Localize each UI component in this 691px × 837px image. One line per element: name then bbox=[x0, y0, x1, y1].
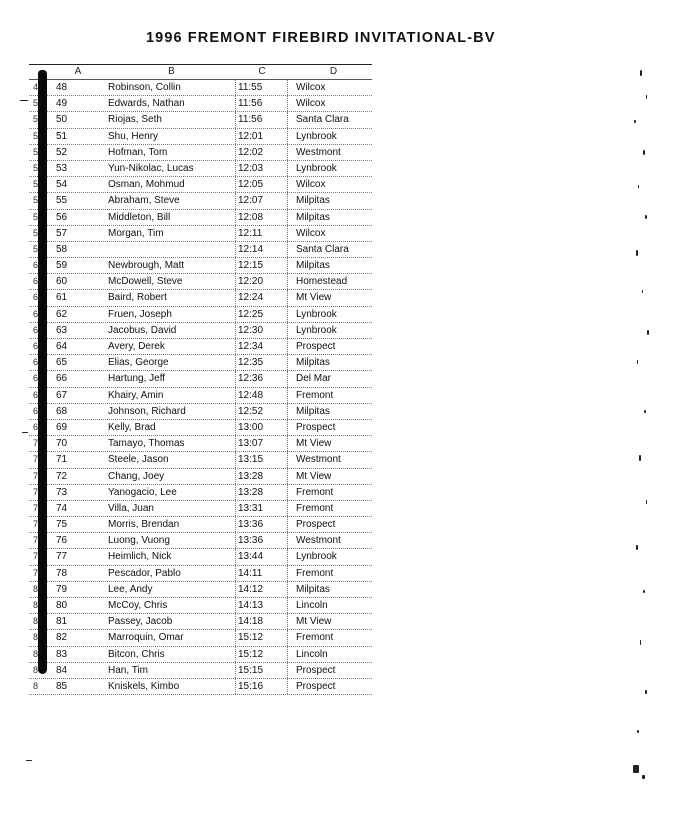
table-row bbox=[29, 679, 372, 695]
scan-speck bbox=[633, 765, 639, 773]
time-cell: 11:55 bbox=[235, 80, 287, 95]
column-header-d: D bbox=[329, 66, 338, 77]
table-row bbox=[29, 80, 372, 96]
table-row bbox=[29, 177, 372, 193]
school-cell: Westmont bbox=[287, 533, 372, 548]
school-cell: Mt View bbox=[287, 614, 372, 629]
scan-speck bbox=[642, 775, 645, 779]
row-number: 5 bbox=[33, 130, 39, 141]
time-cell: 11:56 bbox=[235, 112, 287, 127]
place-cell: 49 bbox=[56, 98, 68, 110]
row-number: 8 bbox=[33, 648, 39, 659]
school-cell: Wilcox bbox=[287, 177, 372, 192]
row-number: 7 bbox=[33, 438, 39, 449]
table-row bbox=[29, 242, 372, 258]
place-cell: 73 bbox=[56, 486, 68, 498]
time-cell: 12:08 bbox=[235, 210, 287, 225]
time-cell: 13:28 bbox=[235, 469, 287, 484]
row-number: 8 bbox=[33, 632, 39, 643]
name-cell: Khairy, Amin bbox=[108, 389, 164, 401]
scan-speck bbox=[645, 215, 647, 219]
school-cell: Lincoln bbox=[287, 647, 372, 662]
time-cell: 13:36 bbox=[235, 517, 287, 532]
row-number: 8 bbox=[33, 616, 39, 627]
table-row bbox=[29, 226, 372, 242]
row-number: 7 bbox=[33, 454, 39, 465]
name-cell: Riojas, Seth bbox=[108, 114, 162, 126]
table-row bbox=[29, 274, 372, 290]
name-cell: Fruen, Joseph bbox=[108, 308, 172, 320]
name-cell: McCoy, Chris bbox=[108, 600, 168, 611]
name-cell: Kniskels, Kimbo bbox=[108, 680, 180, 692]
place-cell: 82 bbox=[56, 632, 68, 644]
table-row bbox=[29, 307, 372, 323]
row-number: 5 bbox=[33, 179, 39, 190]
place-cell: 79 bbox=[56, 583, 68, 595]
name-cell: Yun-Nikolac, Lucas bbox=[108, 162, 194, 174]
name-cell: Hartung, Jeff bbox=[108, 373, 166, 385]
time-cell: 12:24 bbox=[235, 290, 287, 305]
school-cell: Milpitas bbox=[287, 210, 372, 225]
name-cell: Steele, Jason bbox=[108, 454, 169, 466]
scan-speck bbox=[22, 432, 28, 433]
scan-speck bbox=[26, 760, 32, 761]
school-cell: Mt View bbox=[287, 469, 372, 484]
place-cell: 52 bbox=[56, 146, 68, 158]
time-cell: 12:15 bbox=[235, 258, 287, 273]
school-cell: Lynbrook bbox=[287, 129, 372, 144]
time-cell: 12:05 bbox=[235, 177, 287, 192]
name-cell: Middleton, Bill bbox=[108, 211, 171, 223]
time-cell: 12:20 bbox=[235, 274, 287, 289]
place-cell: 62 bbox=[56, 308, 68, 320]
school-cell: Lynbrook bbox=[287, 549, 372, 564]
scan-speck bbox=[640, 70, 642, 76]
name-cell: Heimlich, Nick bbox=[108, 551, 172, 563]
school-cell: Fremont bbox=[287, 388, 372, 403]
school-cell: Prospect bbox=[287, 663, 372, 678]
time-cell: 12:14 bbox=[235, 242, 287, 257]
name-cell: Johnson, Richard bbox=[108, 405, 186, 417]
column-header-b: B bbox=[168, 66, 175, 77]
time-cell: 12:25 bbox=[235, 307, 287, 322]
scan-speck bbox=[640, 640, 641, 645]
scan-speck bbox=[634, 120, 636, 123]
time-cell: 12:48 bbox=[235, 388, 287, 403]
name-cell: Luong, Vuong bbox=[108, 535, 170, 547]
place-cell: 67 bbox=[56, 389, 68, 401]
school-cell: Lynbrook bbox=[287, 307, 372, 322]
school-cell: Del Mar bbox=[287, 371, 372, 386]
table-row bbox=[29, 420, 372, 436]
row-number: 5 bbox=[33, 146, 39, 157]
table-row bbox=[29, 258, 372, 274]
table-row bbox=[29, 485, 372, 501]
place-cell: 83 bbox=[56, 648, 68, 660]
name-cell: Lee, Andy bbox=[108, 583, 153, 595]
table-row bbox=[29, 339, 372, 355]
row-number: 6 bbox=[33, 276, 39, 287]
scan-speck bbox=[643, 150, 645, 155]
row-number: 6 bbox=[33, 405, 39, 416]
name-cell bbox=[100, 242, 235, 257]
scan-speck bbox=[636, 545, 638, 550]
name-cell: Han, Tim bbox=[108, 664, 149, 676]
scan-speck bbox=[646, 500, 647, 504]
scan-speck bbox=[642, 290, 643, 293]
place-cell: 60 bbox=[56, 276, 68, 288]
table-row bbox=[29, 290, 372, 306]
name-cell: Pescador, Pablo bbox=[108, 567, 181, 579]
name-cell: Tamayo, Thomas bbox=[108, 438, 185, 450]
time-cell: 12:35 bbox=[235, 355, 287, 370]
scan-speck bbox=[638, 185, 639, 188]
time-cell: 13:36 bbox=[235, 533, 287, 548]
time-cell: 13:44 bbox=[235, 549, 287, 564]
time-cell: 15:16 bbox=[235, 679, 287, 694]
school-cell: Wilcox bbox=[287, 80, 372, 95]
name-cell: Elias, George bbox=[108, 357, 169, 369]
table-row bbox=[29, 549, 372, 565]
place-cell: 57 bbox=[56, 227, 68, 239]
place-cell: 78 bbox=[56, 567, 68, 579]
name-cell: Edwards, Nathan bbox=[108, 98, 185, 110]
row-number: 6 bbox=[33, 260, 39, 271]
row-number: 4 bbox=[33, 82, 39, 92]
school-cell: Westmont bbox=[287, 145, 372, 160]
school-cell: Fremont bbox=[287, 630, 372, 645]
place-cell: 63 bbox=[56, 324, 68, 336]
school-cell: Wilcox bbox=[287, 96, 372, 111]
row-number: 8 bbox=[33, 664, 39, 675]
row-number: 7 bbox=[33, 486, 39, 497]
name-cell: McDowell, Steve bbox=[108, 276, 183, 288]
time-cell: 13:15 bbox=[235, 452, 287, 467]
table-row bbox=[29, 145, 372, 161]
name-cell: Hofman, Tom bbox=[108, 146, 168, 158]
school-cell: Lynbrook bbox=[287, 323, 372, 338]
place-cell: 84 bbox=[56, 664, 68, 676]
place-cell: 85 bbox=[56, 680, 68, 692]
place-cell: 77 bbox=[56, 551, 68, 563]
row-number: 5 bbox=[33, 227, 39, 238]
table-row bbox=[29, 452, 372, 468]
name-cell: Avery, Derek bbox=[108, 341, 165, 352]
table-row bbox=[29, 533, 372, 549]
place-cell: 75 bbox=[56, 519, 68, 531]
time-cell: 12:36 bbox=[235, 371, 287, 386]
school-cell: Milpitas bbox=[287, 404, 372, 419]
row-number: 7 bbox=[33, 535, 39, 546]
row-number: 6 bbox=[33, 292, 39, 303]
place-cell: 68 bbox=[56, 405, 68, 417]
row-number: 7 bbox=[33, 551, 39, 562]
row-number: 5 bbox=[33, 195, 39, 206]
table-row bbox=[29, 436, 372, 452]
name-cell: Baird, Robert bbox=[108, 292, 167, 304]
time-cell: 12:03 bbox=[235, 161, 287, 176]
place-cell: 64 bbox=[56, 341, 68, 352]
row-number: 8 bbox=[33, 600, 39, 610]
time-cell: 11:56 bbox=[235, 96, 287, 111]
scan-speck bbox=[647, 330, 649, 335]
page-title: 1996 FREMONT FIREBIRD INVITATIONAL-BV bbox=[146, 30, 496, 46]
name-cell: Morgan, Tim bbox=[108, 227, 164, 239]
row-number: 5 bbox=[33, 98, 39, 109]
time-cell: 14:18 bbox=[235, 614, 287, 629]
school-cell: Westmont bbox=[287, 452, 372, 467]
name-cell: Robinson, Collin bbox=[108, 82, 181, 93]
place-cell: 69 bbox=[56, 421, 68, 433]
time-cell: 13:00 bbox=[235, 420, 287, 435]
place-cell: 65 bbox=[56, 357, 68, 369]
place-cell: 76 bbox=[56, 535, 68, 547]
table-row bbox=[29, 371, 372, 387]
name-cell: Abraham, Steve bbox=[108, 195, 180, 207]
row-number: 6 bbox=[33, 324, 39, 335]
name-cell: Osman, Mohmud bbox=[108, 179, 185, 191]
scan-speck bbox=[637, 360, 638, 364]
row-number: 5 bbox=[33, 114, 39, 125]
school-cell: Prospect bbox=[287, 339, 372, 354]
name-cell: Marroquin, Omar bbox=[108, 632, 184, 644]
place-cell: 71 bbox=[56, 454, 68, 466]
school-cell: Milpitas bbox=[287, 193, 372, 208]
place-cell: 54 bbox=[56, 179, 68, 191]
column-header-row bbox=[29, 64, 372, 80]
scan-speck bbox=[639, 455, 641, 461]
time-cell: 12:52 bbox=[235, 404, 287, 419]
school-cell: Homestead bbox=[287, 274, 372, 289]
school-cell: Fremont bbox=[287, 566, 372, 581]
row-number: 7 bbox=[33, 519, 39, 530]
table-row bbox=[29, 517, 372, 533]
name-cell: Passey, Jacob bbox=[108, 616, 173, 628]
time-cell: 15:12 bbox=[235, 647, 287, 662]
school-cell: Santa Clara bbox=[287, 112, 372, 127]
row-number: 8 bbox=[33, 583, 39, 594]
time-cell: 14:13 bbox=[235, 598, 287, 613]
row-number: 5 bbox=[33, 211, 39, 222]
time-cell: 13:07 bbox=[235, 436, 287, 451]
school-cell: Milpitas bbox=[287, 582, 372, 597]
place-cell: 55 bbox=[56, 195, 68, 207]
school-cell: Santa Clara bbox=[287, 242, 372, 257]
time-cell: 13:31 bbox=[235, 501, 287, 516]
time-cell: 12:11 bbox=[235, 226, 287, 241]
table-row bbox=[29, 647, 372, 663]
table-row bbox=[29, 469, 372, 485]
row-number: 6 bbox=[33, 373, 39, 384]
place-cell: 50 bbox=[56, 114, 68, 126]
row-number: 8 bbox=[33, 680, 39, 691]
time-cell: 12:34 bbox=[235, 339, 287, 354]
school-cell: Milpitas bbox=[287, 355, 372, 370]
scan-speck bbox=[643, 590, 645, 593]
table-row bbox=[29, 388, 372, 404]
row-number: 5 bbox=[33, 162, 39, 173]
results-table bbox=[29, 64, 372, 695]
place-cell: 70 bbox=[56, 438, 68, 450]
school-cell: Lincoln bbox=[287, 598, 372, 613]
table-row bbox=[29, 404, 372, 420]
scan-speck bbox=[20, 100, 28, 101]
school-cell: Prospect bbox=[287, 679, 372, 694]
name-cell: Shu, Henry bbox=[108, 130, 159, 142]
column-header-c: C bbox=[258, 66, 266, 77]
scan-speck bbox=[644, 410, 646, 413]
table-row bbox=[29, 129, 372, 145]
scan-speck bbox=[637, 730, 639, 733]
place-cell: 61 bbox=[56, 292, 68, 304]
table-row bbox=[29, 566, 372, 582]
table-row bbox=[29, 582, 372, 598]
row-number: 6 bbox=[33, 308, 39, 319]
place-cell: 51 bbox=[56, 130, 68, 142]
place-cell: 74 bbox=[56, 502, 68, 514]
binding-margin-mark bbox=[38, 70, 47, 674]
scan-speck bbox=[645, 690, 647, 694]
name-cell: Bitcon, Chris bbox=[108, 648, 165, 660]
time-cell: 15:15 bbox=[235, 663, 287, 678]
school-cell: Wilcox bbox=[287, 226, 372, 241]
school-cell: Milpitas bbox=[287, 258, 372, 273]
column-header-a: A bbox=[74, 66, 82, 77]
name-cell: Chang, Joey bbox=[108, 470, 165, 482]
table-row bbox=[29, 614, 372, 630]
row-number: 7 bbox=[33, 567, 39, 578]
school-cell: Prospect bbox=[287, 517, 372, 532]
time-cell: 15:12 bbox=[235, 630, 287, 645]
name-cell: Kelly, Brad bbox=[108, 421, 156, 433]
table-row bbox=[29, 598, 372, 614]
table-row bbox=[29, 663, 372, 679]
time-cell: 12:07 bbox=[235, 193, 287, 208]
scan-speck bbox=[636, 250, 638, 256]
table-body bbox=[29, 80, 372, 695]
name-cell: Villa, Juan bbox=[108, 502, 154, 514]
name-cell: Morris, Brendan bbox=[108, 519, 180, 531]
place-cell: 53 bbox=[56, 162, 68, 174]
school-cell: Fremont bbox=[287, 485, 372, 500]
school-cell: Mt View bbox=[287, 290, 372, 305]
time-cell: 12:01 bbox=[235, 129, 287, 144]
place-cell: 72 bbox=[56, 470, 68, 482]
place-cell: 66 bbox=[56, 373, 68, 385]
time-cell: 14:11 bbox=[235, 566, 287, 581]
name-cell: Jacobus, David bbox=[108, 324, 177, 336]
table-row bbox=[29, 501, 372, 517]
table-row bbox=[29, 210, 372, 226]
table-row bbox=[29, 96, 372, 112]
name-cell: Newbrough, Matt bbox=[108, 260, 185, 272]
row-number: 7 bbox=[33, 502, 39, 513]
table-row bbox=[29, 112, 372, 128]
school-cell: Mt View bbox=[287, 436, 372, 451]
row-number: 7 bbox=[33, 470, 39, 481]
time-cell: 12:02 bbox=[235, 145, 287, 160]
place-cell: 80 bbox=[56, 600, 68, 611]
place-cell: 58 bbox=[56, 243, 68, 255]
table-row bbox=[29, 161, 372, 177]
name-cell: Yanogacio, Lee bbox=[108, 486, 177, 498]
place-cell: 48 bbox=[56, 82, 68, 93]
time-cell: 13:28 bbox=[235, 485, 287, 500]
row-number: 6 bbox=[33, 357, 39, 368]
place-cell: 81 bbox=[56, 616, 68, 628]
row-number: 6 bbox=[33, 389, 39, 400]
table-row bbox=[29, 630, 372, 646]
table-row bbox=[29, 355, 372, 371]
time-cell: 14:12 bbox=[235, 582, 287, 597]
time-cell: 12:30 bbox=[235, 323, 287, 338]
row-number: 5 bbox=[33, 243, 39, 254]
table-row bbox=[29, 323, 372, 339]
school-cell: Prospect bbox=[287, 420, 372, 435]
scan-speck bbox=[646, 95, 647, 99]
table-row bbox=[29, 193, 372, 209]
place-cell: 59 bbox=[56, 260, 68, 272]
school-cell: Lynbrook bbox=[287, 161, 372, 176]
row-number: 6 bbox=[33, 341, 39, 351]
place-cell: 56 bbox=[56, 211, 68, 223]
row-number: 6 bbox=[33, 421, 39, 432]
school-cell: Fremont bbox=[287, 501, 372, 516]
